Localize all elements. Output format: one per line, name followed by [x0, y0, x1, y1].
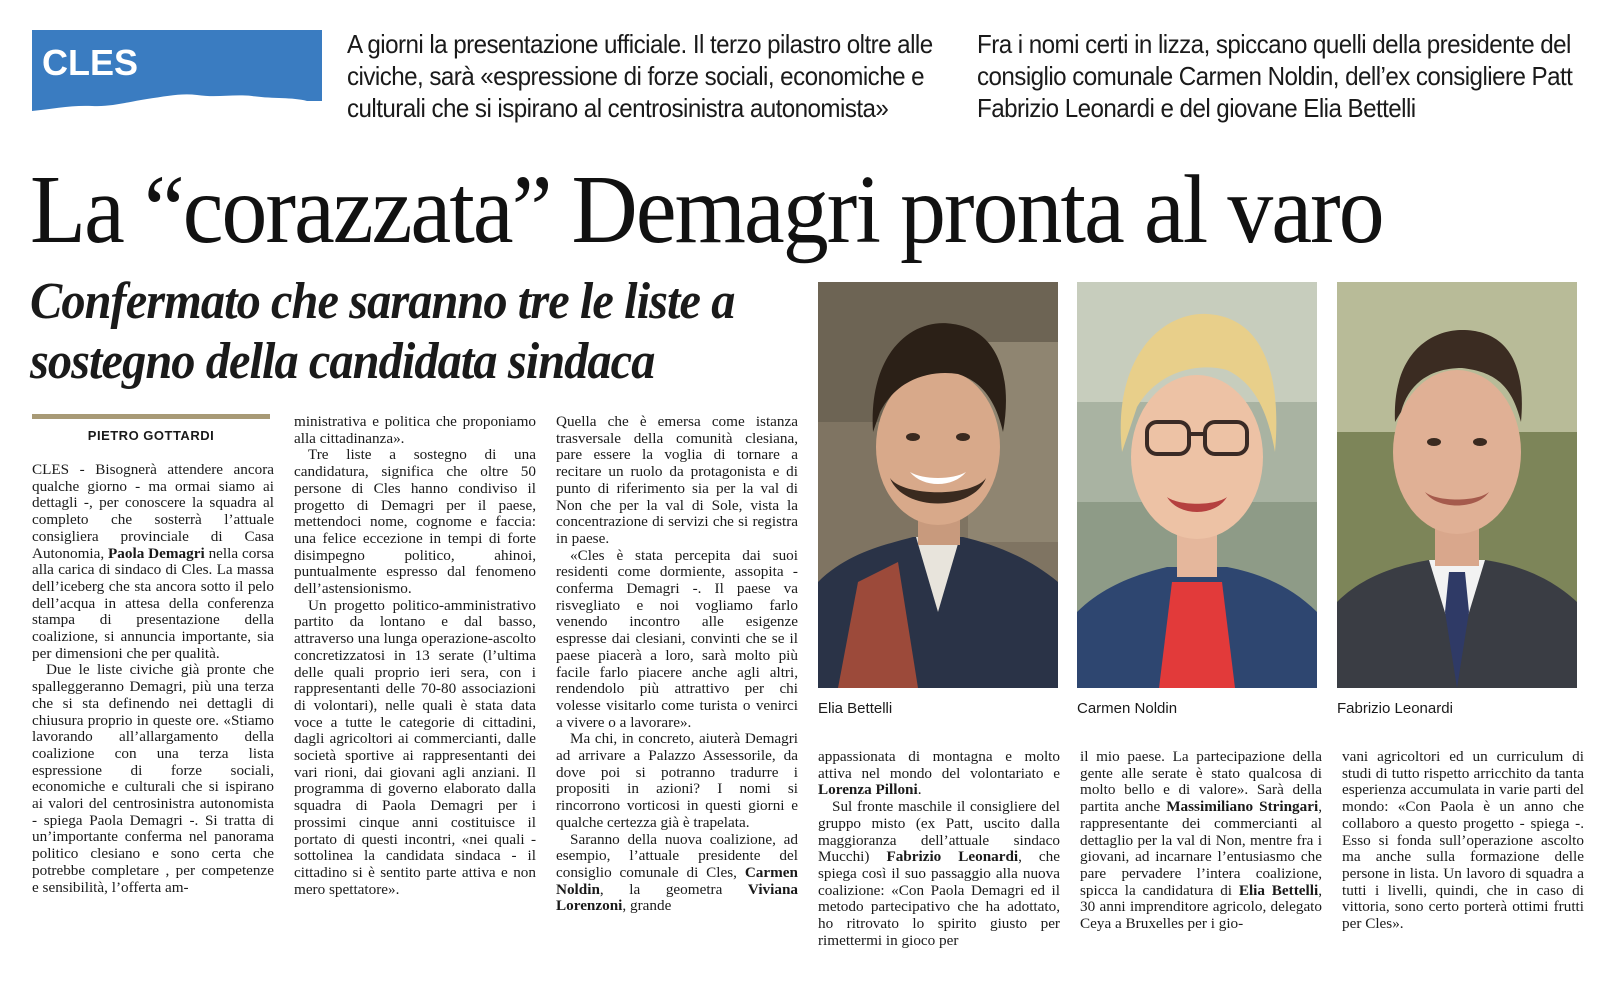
body-text: Saranno della nuova coalizione, ad esempio, l’attuale presidente del consiglio comunale di Cles,: [556, 830, 798, 881]
body-column-2: [294, 414, 536, 964]
body-text: , rappresentante dei commercianti al dettaglio per la val di Non, mentre fra i giovani, ad incarnare l’entusiasmo che pare pervadere l’intera coalizione, spicca la candidatura di: [1080, 798, 1322, 899]
body-text: nella corsa alla carica di sindaco di Cles. La massa dell’iceberg che sta ancora sotto il pelo dell’acqua in attesa della conferenza stampa di presentazione della coalizione, si annuncia importante, sia per dimensioni che per qualità.: [32, 544, 274, 662]
bold-name: Lorenza Pilloni: [818, 781, 918, 799]
mountain-silhouette-icon: [32, 75, 322, 125]
body-text: «Cles è stata percepita dai suoi residenti come dormiente, assopita - conferma Demagri -. Il paese va risvegliato e noi vogliamo farlo venendo incontro alle esigenze espresse dai clesiani, convinti che se il paese piacerà a loro, sarà molto più facile farlo piacere anche agli altri, rendendolo più attrattivo per chi volesse visitarlo come turista o venirci a vivere o a lavorare».: [556, 546, 798, 731]
body-paragraph: [32, 462, 274, 662]
bold-name: Paola Demagri: [108, 544, 205, 562]
body-paragraph: [556, 731, 798, 831]
portrait-man-tie-icon: [1337, 282, 1577, 688]
body-column-5: [1080, 749, 1322, 964]
byline: PIETRO GOTTARDI: [87, 428, 215, 443]
body-text: .: [917, 781, 922, 799]
photo-elia-bettelli: [818, 282, 1058, 688]
body-paragraph: [556, 832, 798, 916]
subheadline: Confermato che saranno tre le liste a sostegno della candidata sindaca: [30, 273, 735, 390]
body-text: Sul fronte maschile il consigliere del gruppo misto (ex Patt, uscito dalla maggioranza dell’attuale sindaco Mucchi): [818, 798, 1060, 866]
body-paragraph: [1080, 749, 1322, 933]
portrait-woman-glasses-icon: [1077, 282, 1317, 688]
photo-fabrizio-leonardi: [1337, 282, 1577, 688]
kicker-left: A giorni la presentazione ufficiale. Il terzo pilastro oltre alle civiche, sarà «espressione di forze sociali, economiche e culturali che si ispirano al centrosinistra autonomista»: [347, 29, 933, 123]
kicker-right: Fra i nomi certi in lizza, spiccano quelli della presidente del consiglio comunale Carmen Noldin, dell’ex consigliere Patt Fabrizio Leonardi e del giovane Elia Bettelli: [977, 29, 1573, 123]
caption-carmen-noldin: Carmen Noldin: [1077, 700, 1178, 717]
body-text: Un progetto politico-amministrativo partito da lontano e dal basso, attraverso una lunga operazione-ascolto concretizzatosi in 13 serate (l’ultima delle quali proprio ieri sera, con i rappresentanti delle 70-80 associazioni di volontari), nelle quali è stata data voce a tutte le categorie di cittadini, dagli agricoltori ai commercianti, dalle società sportive ai rappresentanti dei vari rioni, dai giovani agli anziani. Il programma di governo elaborato dalla squadra di Paola Demagri per i prossimi cinque anni costituisce il portato di questi incontri, «nei quali - sottolinea la candidata sindaca - il cittadino si è sentito parte attiva e non mero spettatore».: [294, 596, 536, 898]
bold-name: Fabrizio Leonardi: [886, 848, 1019, 866]
body-paragraph: [32, 662, 274, 896]
body-text: Quella che è emersa come istanza trasversale della comunità clesiana, pare essere la voglia di tornare a recitare un ruolo da protagonista e di punto di riferimento sia per la val di Non che per la val di Sole, vista la concentrazione di servizi che si registra in paese.: [556, 414, 798, 547]
body-text: , che spiega così il suo passaggio alla nuova coalizione: «Con Paola Demagri ed il metodo partecipativo che ha adottato, ho ritrovato lo spirito giusto per rimettermi in gioco per: [818, 848, 1060, 949]
body-paragraph: [556, 414, 798, 548]
caption-elia-bettelli: Elia Bettelli: [818, 700, 893, 717]
photo-carmen-noldin: [1077, 282, 1317, 688]
body-text: vani agricoltori ed un curriculum di studi di tutto rispetto arricchito da tanta esperienza accumulata in varie parti del mondo: «Con Paola è un anno che collaboro a questo progetto - spiega -. Esso si fonda sull’operazione ascolto ma anche sulla formazione delle persone in lista. Un lavoro di squadra a tutti i livelli, quindi, che in caso di vittoria, sono certo porterà ottimi frutti per Cles».: [1342, 749, 1584, 933]
body-text: Due le liste civiche già pronte che spalleggeranno Demagri, più una terza che si sta definendo nei dettagli di chiusura proprio in queste ore. «Stiamo lavorando all’allargamento della coalizione con una terza lista espressione di forze sociali, economiche e culturali che si ispirano ai valori del centrosinistra autonomista - spiega Paola Demagri -. Si tratta di un’importante conferma nel panorama politico clesiano e sono certa che potrebbe completare , per competenze e sensibilità, l’offerta am-: [32, 661, 274, 896]
body-text: , 30 anni imprenditore agricolo, delegato Ceya a Bruxelles per i gio-: [1080, 881, 1322, 933]
body-column-3: [556, 414, 798, 964]
body-text: il mio paese. La partecipazione della gente alle serate è stato qualcosa di molto bello e di valore». Sarà della partita anche: [1080, 749, 1322, 816]
body-paragraph: [294, 414, 536, 447]
byline-rule: [32, 414, 270, 419]
body-paragraph: [556, 548, 798, 732]
body-paragraph: [1342, 749, 1584, 933]
caption-fabrizio-leonardi: Fabrizio Leonardi: [1337, 700, 1453, 717]
body-paragraph: [818, 799, 1060, 949]
bold-name: Elia Bettelli: [1238, 881, 1319, 899]
body-text: , grande: [622, 897, 672, 915]
body-column-6: [1342, 749, 1584, 964]
headline: La “corazzata” Demagri pronta al varo: [30, 156, 1383, 264]
body-text: Ma chi, in concreto, aiuterà Demagri ad arrivare a Palazzo Assessorile, da dove poi si potranno tradurre i propositi in azioni? I nomi si rincorrono vorticosi in questi giorni e qualche certezza già è trapelata.: [556, 730, 798, 831]
bold-name: Massimiliano Stringari: [1166, 798, 1319, 816]
section-label: CLES: [42, 42, 139, 83]
body-text: CLES - Bisognerà attendere ancora qualche giorno - ma ormai siamo ai dettagli -, per conoscere la squadra al completo che sosterrà l’attuale consigliera provinciale di Casa Autonomia,: [32, 462, 274, 562]
portrait-young-man-icon: [818, 282, 1058, 688]
bold-name: Viviana Lorenzoni: [556, 880, 798, 915]
body-text: , la geometra: [599, 880, 748, 898]
body-text: Tre liste a sostegno di una candidatura, significa che oltre 50 persone di Cles hanno condiviso il progetto di Demagri per il paese, mettendoci nome, cognome e faccia: una felice eccezione in tempi di forte disimpegno politico, ahinoi, puntualmente espresso dal fenomeno dell’astensionismo.: [294, 446, 536, 598]
body-paragraph: [818, 749, 1060, 799]
body-text: ministrativa e politica che proponiamo alla cittadinanza».: [294, 414, 536, 447]
body-paragraph: [294, 598, 536, 899]
section-tag: [32, 30, 322, 125]
bold-name: Carmen Noldin: [556, 863, 798, 898]
body-text: appassionata di montagna e molto attiva nel mondo del volontariato e: [818, 749, 1060, 782]
body-paragraph: [294, 447, 536, 597]
body-column-1: [32, 462, 274, 964]
body-column-4: [818, 749, 1060, 964]
